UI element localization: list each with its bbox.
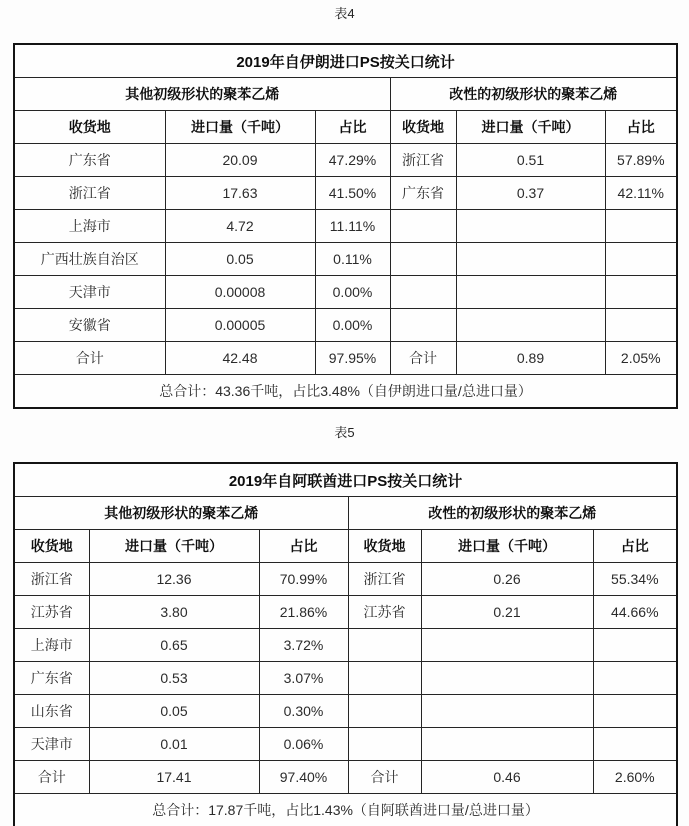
- group-header-other-ps: 其他初级形状的聚苯乙烯: [14, 497, 348, 530]
- table-row: [14, 728, 677, 761]
- table-row: [14, 144, 677, 177]
- table-row: [14, 210, 677, 243]
- col-header-destination-left: 收货地: [14, 111, 165, 144]
- table-cell: [390, 309, 456, 342]
- table-cell: [348, 629, 421, 662]
- table-cell: 广东省: [390, 177, 456, 210]
- table-row: [14, 276, 677, 309]
- table-cell: 0.46: [421, 761, 593, 794]
- table-cell: 21.86%: [259, 596, 348, 629]
- table-cell: 3.80: [89, 596, 259, 629]
- table-cell: [348, 662, 421, 695]
- table-cell: 合计: [390, 342, 456, 375]
- uae-import-table: [13, 462, 678, 826]
- table-cell: 0.05: [165, 243, 315, 276]
- table-cell: [593, 695, 677, 728]
- table-cell: 浙江省: [390, 144, 456, 177]
- table-cell: 17.63: [165, 177, 315, 210]
- col-header-volume-left: 进口量（千吨）: [165, 111, 315, 144]
- group-header-other-ps: 其他初级形状的聚苯乙烯: [14, 78, 390, 111]
- table-cell: 0.00005: [165, 309, 315, 342]
- table-cell: [605, 243, 677, 276]
- table5-body: [14, 563, 677, 794]
- table-row: [14, 309, 677, 342]
- table-row: [14, 695, 677, 728]
- table-cell: [605, 210, 677, 243]
- table-cell: 广东省: [14, 662, 89, 695]
- table-cell: 2.60%: [593, 761, 677, 794]
- table-cell: [390, 210, 456, 243]
- col-header-share-right: 占比: [605, 111, 677, 144]
- col-header-share-left: 占比: [259, 530, 348, 563]
- table-cell: [348, 695, 421, 728]
- table-cell: [390, 243, 456, 276]
- table-cell: 0.65: [89, 629, 259, 662]
- col-header-share-left: 占比: [315, 111, 390, 144]
- col-header-volume-left: 进口量（千吨）: [89, 530, 259, 563]
- table-cell: 42.11%: [605, 177, 677, 210]
- table-cell: 97.40%: [259, 761, 348, 794]
- table-row: [14, 243, 677, 276]
- table4-body: [14, 144, 677, 375]
- table-cell: 上海市: [14, 210, 165, 243]
- table-cell: 江苏省: [348, 596, 421, 629]
- table-cell: [421, 728, 593, 761]
- table-cell: [456, 210, 605, 243]
- table-cell: [456, 276, 605, 309]
- table-row: [14, 563, 677, 596]
- table-cell: 0.26: [421, 563, 593, 596]
- table-cell: 17.41: [89, 761, 259, 794]
- table-cell: [456, 243, 605, 276]
- table-cell: 0.00008: [165, 276, 315, 309]
- col-header-volume-right: 进口量（千吨）: [421, 530, 593, 563]
- table-cell: [421, 662, 593, 695]
- table-cell: 浙江省: [14, 177, 165, 210]
- table-cell: 55.34%: [593, 563, 677, 596]
- group-header-row: [14, 78, 677, 111]
- table4-grand-total: 总合计：43.36千吨，占比3.48%（自伊朗进口量/总进口量）: [14, 375, 677, 409]
- table-cell: 0.37: [456, 177, 605, 210]
- table-cell: 广西壮族自治区: [14, 243, 165, 276]
- table-cell: [605, 309, 677, 342]
- table-cell: 0.53: [89, 662, 259, 695]
- group-header-row: [14, 497, 677, 530]
- column-header-row: [14, 111, 677, 144]
- table-cell: [593, 662, 677, 695]
- table-cell: 3.07%: [259, 662, 348, 695]
- table-cell: 42.48: [165, 342, 315, 375]
- table-cell: 20.09: [165, 144, 315, 177]
- table5-caption: 表5: [334, 425, 355, 440]
- table-footer-row: [14, 794, 677, 826]
- table-cell: 0.06%: [259, 728, 348, 761]
- table4-title: 2019年自伊朗进口PS按关口统计: [14, 44, 677, 78]
- table-cell: 合计: [14, 761, 89, 794]
- table-cell: 70.99%: [259, 563, 348, 596]
- table-cell: 0.89: [456, 342, 605, 375]
- table-cell: 2.05%: [605, 342, 677, 375]
- table-cell: [593, 629, 677, 662]
- col-header-volume-right: 进口量（千吨）: [456, 111, 605, 144]
- table-row: [14, 629, 677, 662]
- table-cell: 11.11%: [315, 210, 390, 243]
- group-header-modified-ps: 改性的初级形状的聚苯乙烯: [348, 497, 677, 530]
- table-cell: 0.51: [456, 144, 605, 177]
- table-footer-row: [14, 375, 677, 409]
- table-cell: 0.11%: [315, 243, 390, 276]
- table-cell: 浙江省: [348, 563, 421, 596]
- table-cell: 97.95%: [315, 342, 390, 375]
- table-row: [14, 761, 677, 794]
- table-row: [14, 662, 677, 695]
- table-cell: [456, 309, 605, 342]
- table-title-row: [14, 44, 677, 78]
- iran-import-table: [13, 43, 678, 409]
- table-cell: 天津市: [14, 728, 89, 761]
- table-cell: 0.00%: [315, 276, 390, 309]
- table-cell: [348, 728, 421, 761]
- table-cell: 12.36: [89, 563, 259, 596]
- table-cell: [390, 276, 456, 309]
- table-row: [14, 342, 677, 375]
- col-header-destination-right: 收货地: [390, 111, 456, 144]
- table-cell: [421, 629, 593, 662]
- table-cell: 合计: [14, 342, 165, 375]
- table4-caption: 表4: [334, 6, 355, 21]
- table-cell: [421, 695, 593, 728]
- table-cell: 山东省: [14, 695, 89, 728]
- table-cell: 47.29%: [315, 144, 390, 177]
- table-cell: 41.50%: [315, 177, 390, 210]
- table-cell: 3.72%: [259, 629, 348, 662]
- group-header-modified-ps: 改性的初级形状的聚苯乙烯: [390, 78, 677, 111]
- table-cell: 4.72: [165, 210, 315, 243]
- col-header-destination-right: 收货地: [348, 530, 421, 563]
- table-cell: 57.89%: [605, 144, 677, 177]
- table-cell: 0.00%: [315, 309, 390, 342]
- table-cell: 安徽省: [14, 309, 165, 342]
- table-row: [14, 596, 677, 629]
- table-cell: 44.66%: [593, 596, 677, 629]
- table-row: [14, 177, 677, 210]
- table-cell: 0.01: [89, 728, 259, 761]
- col-header-share-right: 占比: [593, 530, 677, 563]
- table-title-row: [14, 463, 677, 497]
- table5-title: 2019年自阿联酋进口PS按关口统计: [14, 463, 677, 497]
- table-cell: 合计: [348, 761, 421, 794]
- table5-grand-total: 总合计：17.87千吨，占比1.43%（自阿联酋进口量/总进口量）: [14, 794, 677, 826]
- table-cell: 0.30%: [259, 695, 348, 728]
- table-cell: 天津市: [14, 276, 165, 309]
- table-cell: 0.05: [89, 695, 259, 728]
- table-cell: 江苏省: [14, 596, 89, 629]
- column-header-row: [14, 530, 677, 563]
- table-cell: 浙江省: [14, 563, 89, 596]
- table-cell: 上海市: [14, 629, 89, 662]
- table-cell: [593, 728, 677, 761]
- col-header-destination-left: 收货地: [14, 530, 89, 563]
- table-cell: 广东省: [14, 144, 165, 177]
- table-cell: 0.21: [421, 596, 593, 629]
- table-cell: [605, 276, 677, 309]
